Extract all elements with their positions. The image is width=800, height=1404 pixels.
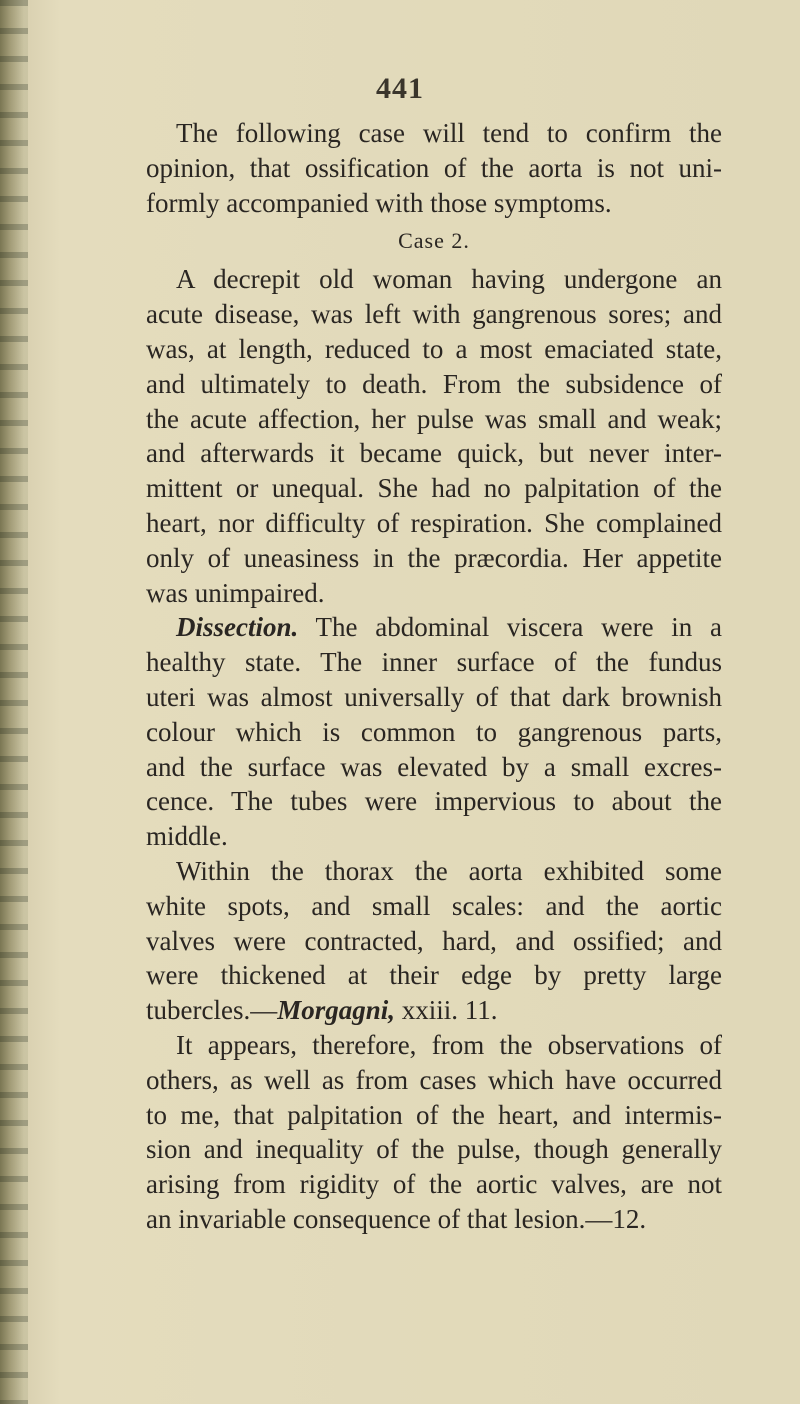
text-line: mittent or unequal. She had no palpitation of the <box>146 473 722 504</box>
text-line: A decrepit old woman having undergone an <box>176 264 722 295</box>
text-line: uteri was almost universally of that dark brownish <box>146 681 722 712</box>
dissection-line <box>146 610 722 645</box>
page-text <box>146 116 722 1237</box>
text-line: white spots, and small scales: and the aortic <box>146 890 722 921</box>
page-binding-edge <box>0 0 28 1404</box>
text-line: Within the thorax the aorta exhibited some <box>176 855 722 886</box>
text-line: and afterwards it became quick, but never inter- <box>146 438 722 469</box>
text-line: were thickened at their edge by pretty large <box>146 960 722 991</box>
text-line: only of uneasiness in the præcordia. Her appetite <box>146 542 722 573</box>
text-line: middle. <box>146 821 228 852</box>
text-line: was unimpaired. <box>146 577 325 608</box>
citation-prefix: tubercles.— <box>146 995 278 1026</box>
text-line: cence. The tubes were impervious to about the <box>146 786 722 817</box>
citation-reference: xxiii. 11. <box>395 995 498 1026</box>
citation-line <box>146 993 722 1028</box>
citation-author: Morgagni, <box>277 995 395 1026</box>
text-line: the acute affection, her pulse was small and weak; <box>146 403 722 434</box>
text-line: colour which is common to gangrenous parts, <box>146 716 722 747</box>
text-line: was, at length, reduced to a most emaciated state, <box>146 333 722 364</box>
text-line: others, as well as from cases which have occurred <box>146 1064 722 1095</box>
dissection-first-text: The abdominal viscera were in a <box>315 612 722 643</box>
text-line: to me, that palpitation of the heart, and intermis- <box>146 1099 722 1130</box>
text-line: formly accompanied with those symptoms. <box>146 187 612 218</box>
text-line: acute disease, was left with gangrenous sores; and <box>146 299 722 330</box>
text-line: sion and inequality of the pulse, though generally <box>146 1134 722 1165</box>
text-line: It appears, therefore, from the observations of <box>176 1029 722 1060</box>
case-heading: Case 2. <box>398 228 470 254</box>
text-line: opinion, that ossification of the aorta is not uni- <box>146 152 722 183</box>
text-line: and ultimately to death. From the subsidence of <box>146 368 722 399</box>
text-line: and the surface was elevated by a small excres- <box>146 751 722 782</box>
page-number: 441 <box>376 72 424 105</box>
text-line: The following case will tend to confirm the <box>176 118 722 148</box>
text-line: an invariable consequence of that lesion.—12. <box>146 1203 647 1234</box>
text-line: valves were contracted, hard, and ossified; and <box>146 925 722 956</box>
text-line: arising from rigidity of the aortic valves, are not <box>146 1169 722 1200</box>
dissection-label: Dissection. <box>176 612 299 643</box>
text-line: healthy state. The inner surface of the fundus <box>146 647 722 678</box>
text-line: heart, nor difficulty of respiration. She complained <box>146 507 722 538</box>
